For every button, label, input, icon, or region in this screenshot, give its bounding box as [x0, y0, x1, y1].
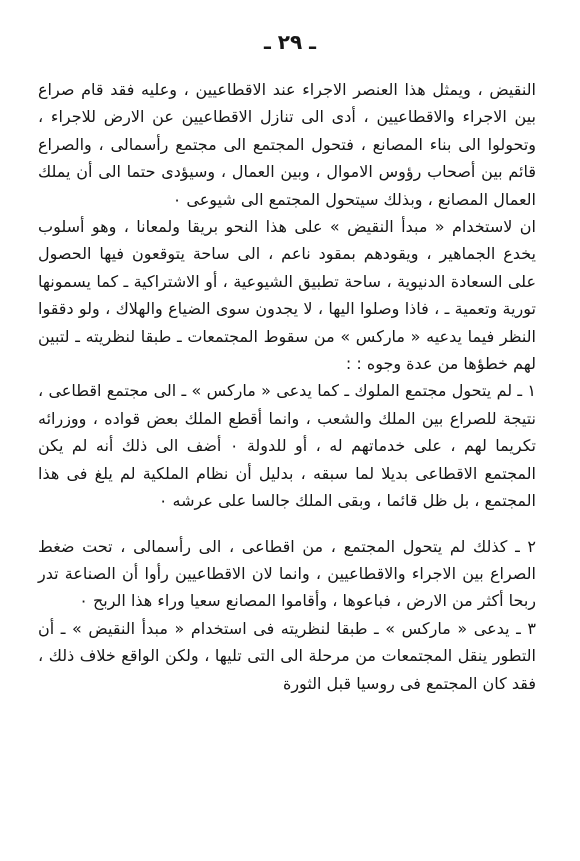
- paragraph-1: النقيض ، ويمثل هذا العنصر الاجراء عند الاقطاعيين ، وعليه فقد قام صراع بين الاجراء والاقطاعيين ، أدى الى تنازل الاقطاعيين عن الارض للاجراء ، وتحولوا الى بناء المصانع ، فتحول المجتمع الى مجتمع رأسمالى ، والصراع قائم بين أصحاب رؤوس الاموال ، وبين العمال ، وسيؤدى حتما الى أن يملك العمال المصانع ، وبذلك سيتحول المجتمع الى شيوعى ٠: [38, 80, 536, 209]
- paragraph-point-2: ٢ ـ كذلك لم يتحول المجتمع ، من اقطاعى ، الى رأسمالى ، تحت ضغط الصراع بين الاجراء والاقطاعيين ، وانما لان الاقطاعيين رأوا أن الصناعة تدر ربحا أكثر من الارض ، فباعوها ، وأقاموا المصانع سعيا وراء هذا الربح ٠: [38, 536, 536, 611]
- paragraph-point-3: ٣ ـ يدعى « ماركس » ـ طبقا لنظريته فى استخدام « مبدأ النقيض » ـ أن التطور ينقل المجتمعات من مرحلة الى التى تليها ، ولكن الواقع خلاف ذلك ، فقد كان المجتمع فى روسيا قبل الثورة: [38, 618, 536, 693]
- paragraph-point-1: ١ ـ لم يتحول مجتمع الملوك ـ كما يدعى « ماركس » ـ الى مجتمع اقطاعى ، نتيجة للصراع بين الملك والشعب ، وانما أقطع الملك بعض قواده ، ووزرائه تكريما لهم ، على خدماتهم له ، أو للدولة ٠ أضف الى ذلك أنه لم يكن المجتمع الاقطاعى بديلا لما سبقه ، بدليل أن نظام الملكية لم يلغ فى هذا المجتمع ، بل ظل قائما ، وبقى الملك جالسا على عرشه ٠: [38, 381, 536, 511]
- page-number: ـ ٢٩ ـ: [263, 30, 317, 54]
- body-text: [38, 76, 536, 697]
- paragraph-2: ان لاستخدام « مبدأ النقيض » على هذا النحو بريقا ولمعانا ، وهو أسلوب يخدع الجماهير ، ويقودهم بمقود ناعم ، الى ساحة يتوقعون فيها الحصول على السعادة الدنيوية ، ساحة تطبيق الشيوعية ، أو الاشتراكية ـ كما يسمونها تورية وتعمية ـ ، فاذا وصلوا اليها ، لا يجدون سوى الضياع والهلاك ، ولو دققوا النظر فيما يدعيه « ماركس » من سقوط المجتمعات ـ طبقا لنظريته ـ لتبين لهم خطؤها من عدة وجوه : :: [38, 217, 536, 374]
